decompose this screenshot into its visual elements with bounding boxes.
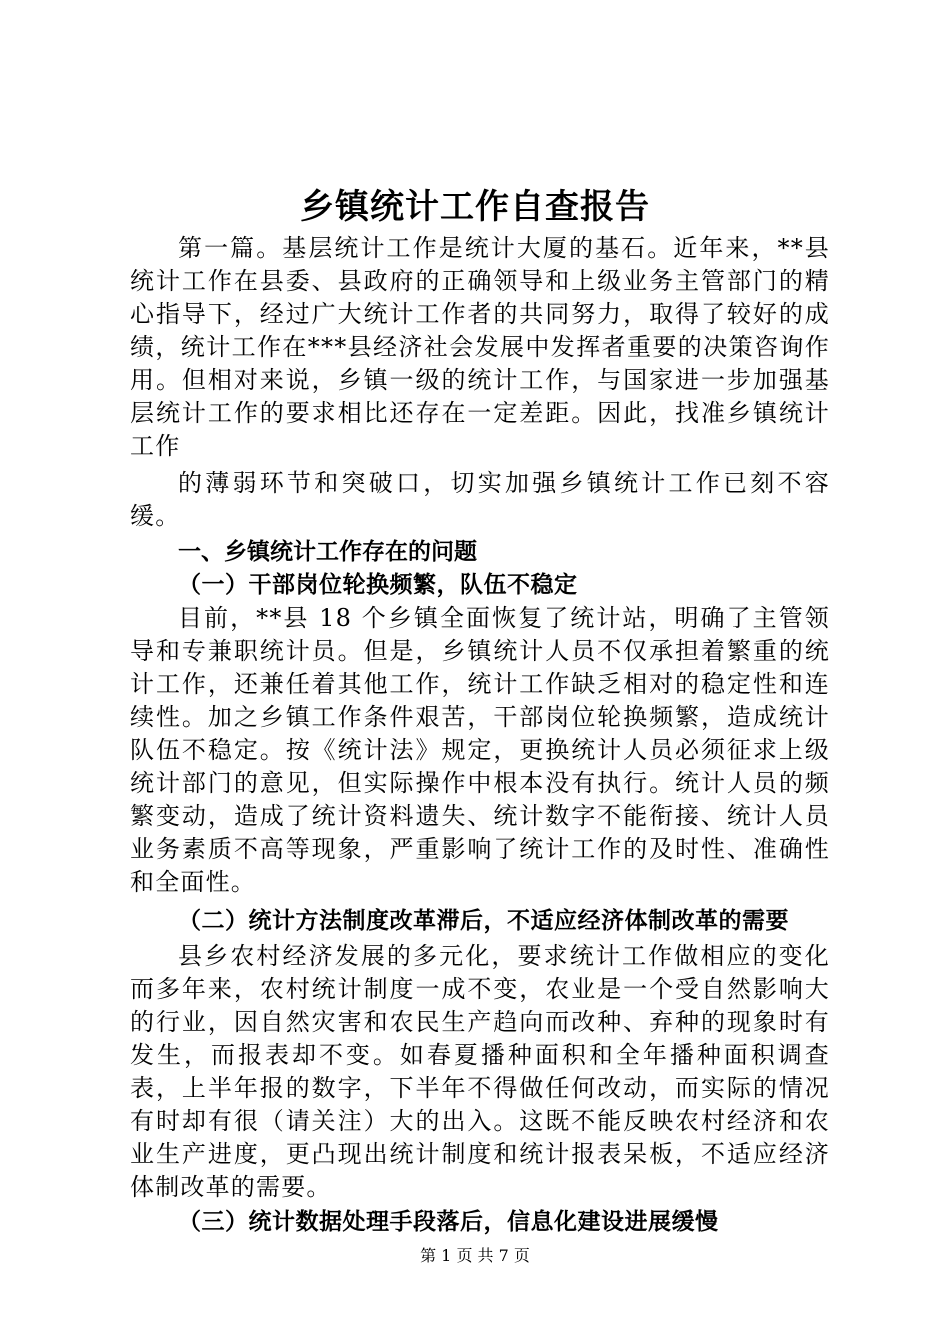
document-body (130, 232, 830, 1239)
subsection-heading-1: （一）干部岗位轮换频繁，队伍不稳定 (178, 572, 578, 598)
section-heading-problems: 一、乡镇统计工作存在的问题 (178, 539, 477, 565)
document-title: 乡镇统计工作自查报告 (300, 187, 650, 227)
subsection-heading-3: （三）统计数据处理手段落后，信息化建设进展缓慢 (178, 1209, 719, 1235)
subsection-heading-2: （二）统计方法制度改革滞后，不适应经济体制改革的需要 (178, 908, 789, 934)
subsection-2-paragraph: 县乡农村经济发展的多元化，要求统计工作做相应的变化而多年来，农村统计制度一成不变，农业是一个受自然影响大的行业，因自然灾害和农民生产趋向而改种、弃种的现象时有发生，而报表却不变。如春夏播种面积和全年播种面积调查表，上半年报的数字，下半年不得做任何改动，而实际的情况有时却有很（请关注）大的出入。这既不能反映农村经济和农业生产进度，更凸现出统计制度和统计报表呆板，不适应经济体制改革的需要。 (130, 942, 830, 1201)
page-footer: 第 1 页 共 7 页 (420, 1246, 530, 1265)
intro-continuation-paragraph: 的薄弱环节和突破口，切实加强乡镇统计工作已刻不容缓。 (130, 469, 830, 530)
subsection-1-paragraph: 目前，**县 18 个乡镇全面恢复了统计站，明确了主管领导和专兼职统计员。但是，乡镇统计人员不仅承担着繁重的统计工作，还兼任着其他工作，统计工作缺乏相对的稳定性和连续性。加之乡镇工作条件艰苦，干部岗位轮换频繁，造成统计队伍不稳定。按《统计法》规定，更换统计人员必须征求上级统计部门的意见，但实际操作中根本没有执行。统计人员的频繁变动，造成了统计资料遗失、统计数字不能衔接、统计人员业务素质不高等现象，严重影响了统计工作的及时性、准确性和全面性。 (130, 604, 830, 896)
intro-paragraph: 第一篇。基层统计工作是统计大厦的基石。近年来，**县统计工作在县委、县政府的正确领导和上级业务主管部门的精心指导下，经过广大统计工作者的共同努力，取得了较好的成绩，统计工作在***县经济社会发展中发挥者重要的决策咨询作用。但相对来说，乡镇一级的统计工作，与国家进一步加强基层统计工作的要求相比还存在一定差距。因此，找准乡镇统计工作 (130, 234, 830, 460)
